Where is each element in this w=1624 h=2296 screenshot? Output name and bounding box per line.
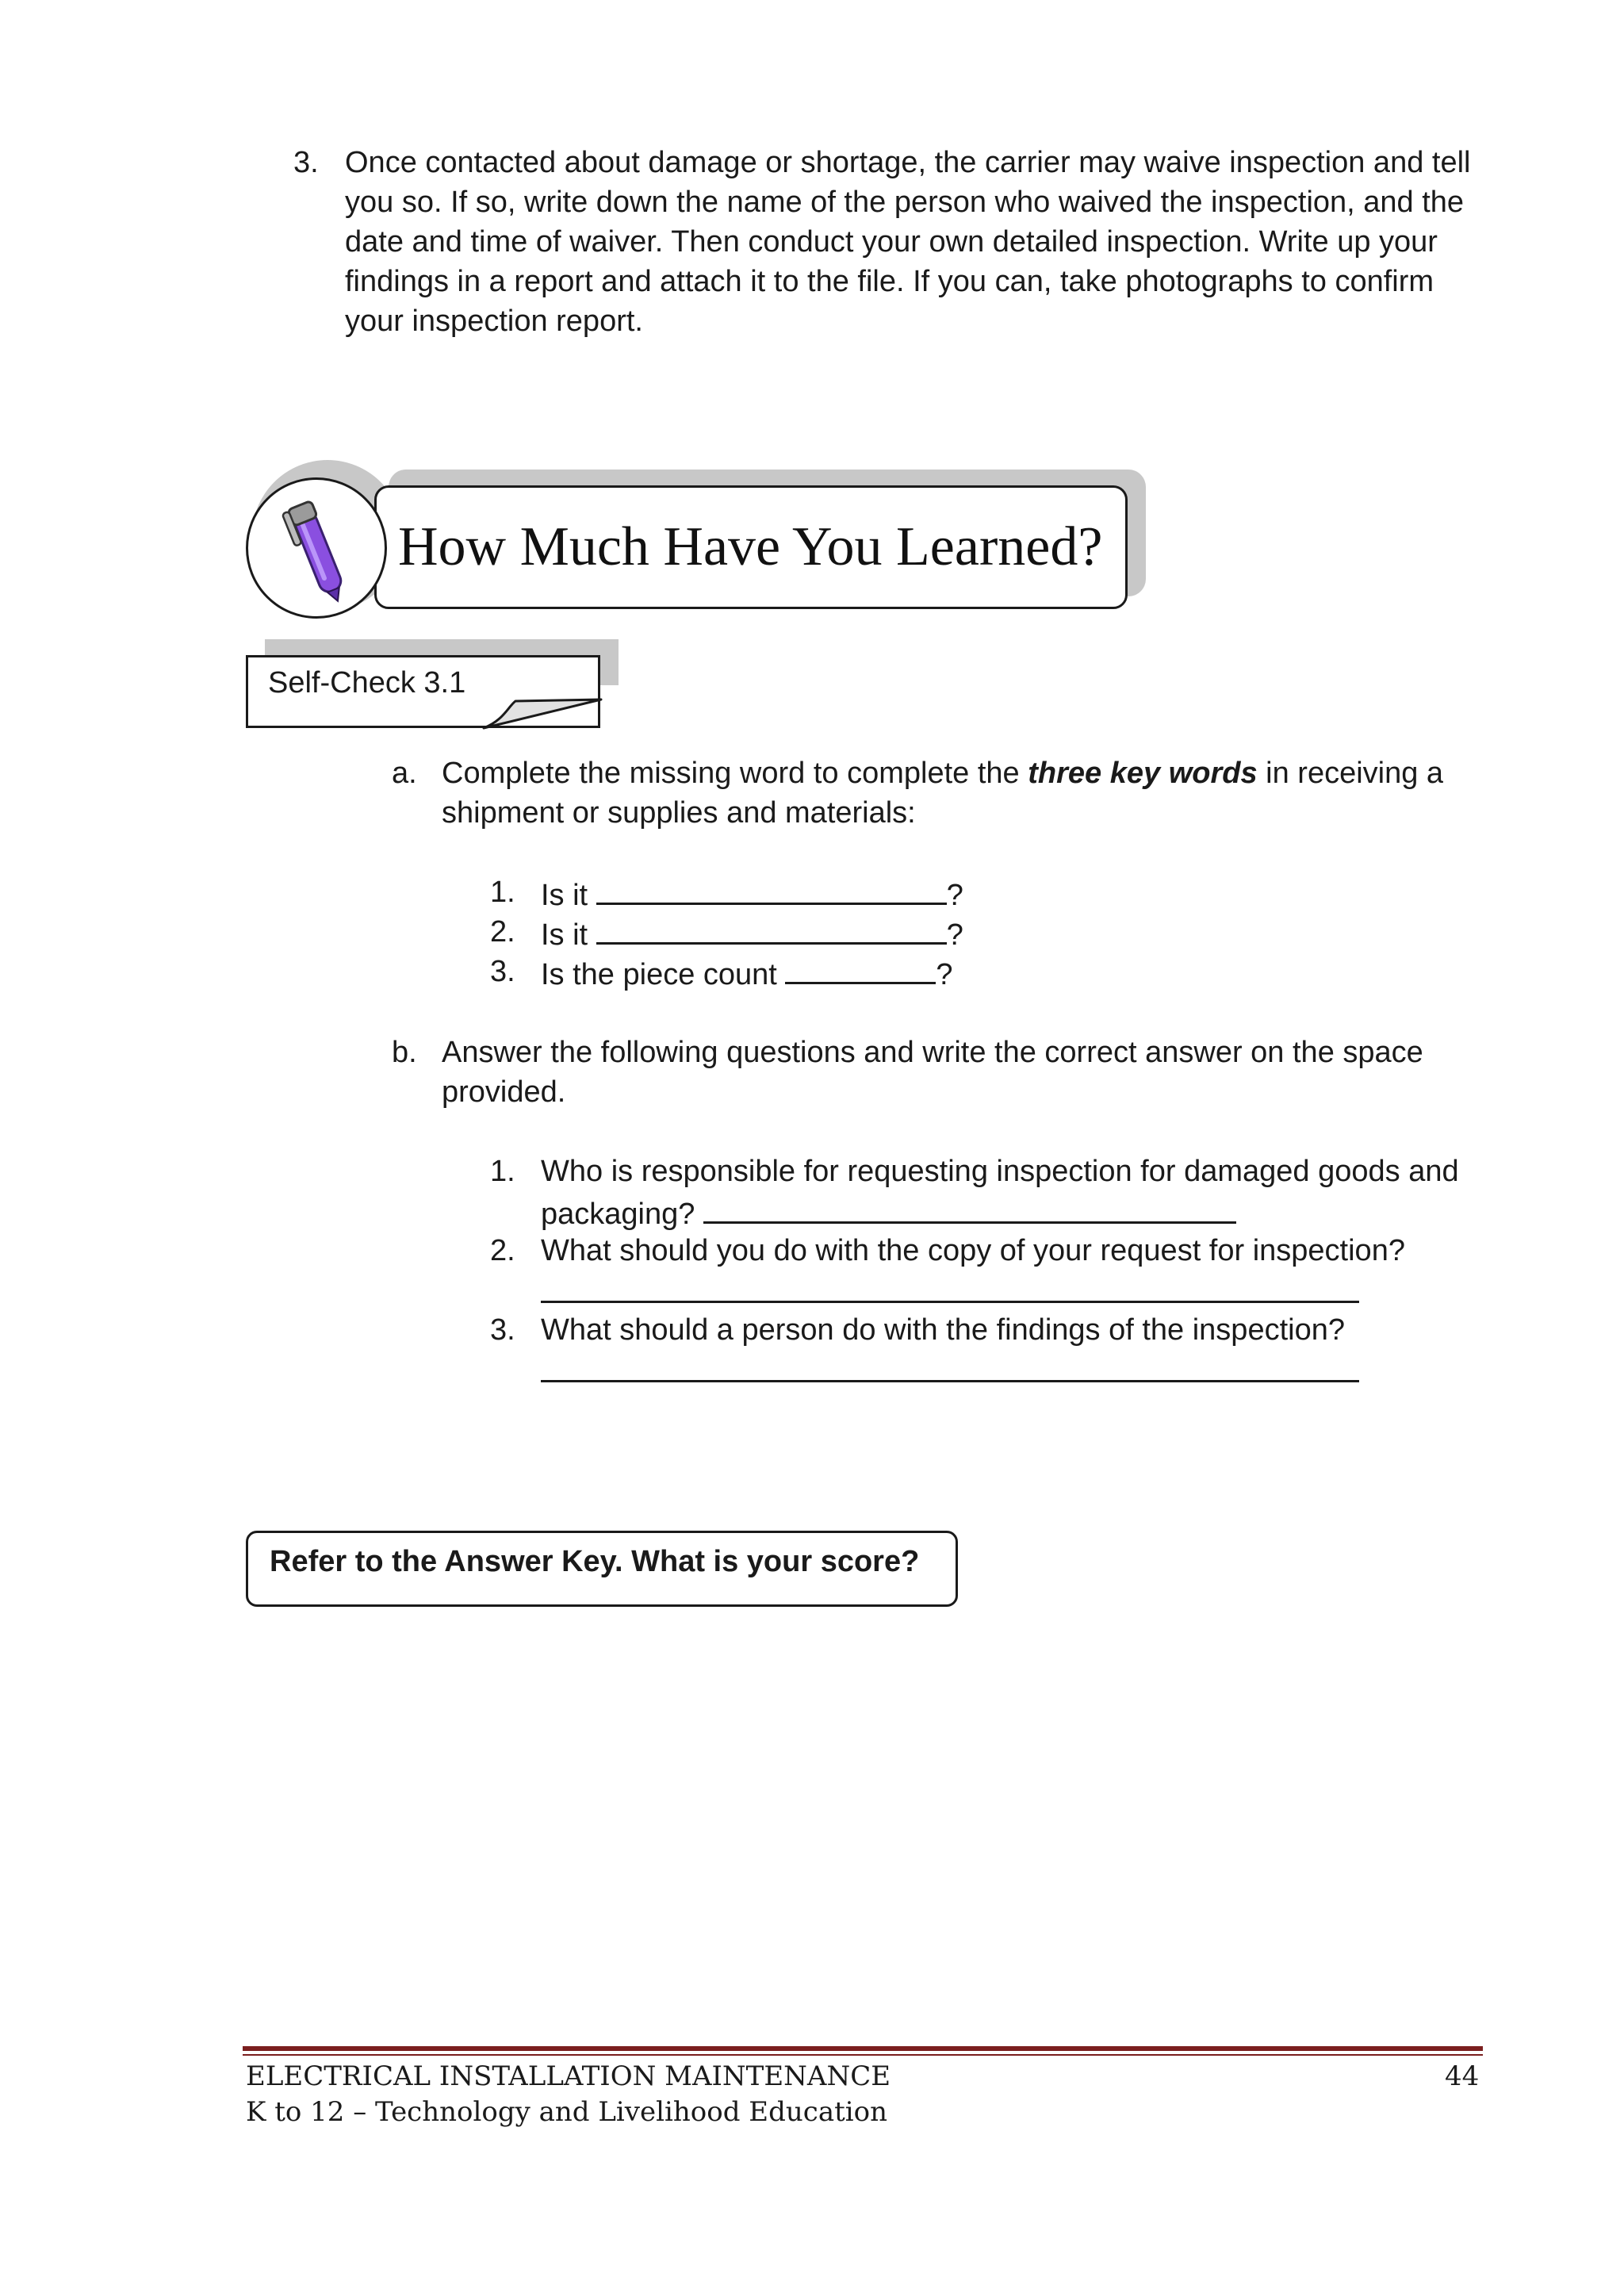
fill-in-item <box>541 912 963 955</box>
part-b-instruction: Answer the following questions and write the correct answer on the space <box>442 1036 1423 1069</box>
answer-blank[interactable] <box>541 1380 1359 1382</box>
question-text: packaging? <box>541 1198 703 1231</box>
footer-title: ELECTRICAL INSTALLATION MAINTENANCE <box>246 2060 891 2092</box>
answer-blank[interactable] <box>541 1301 1359 1303</box>
question-text: What should you do with the copy of your request for inspection? <box>541 1234 1405 1267</box>
answer-blank[interactable] <box>596 912 947 945</box>
item-number: 1. <box>490 876 515 909</box>
part-a-instruction <box>442 753 1443 793</box>
fill-in-item <box>541 952 953 995</box>
part-a-instruction-line2: shipment or supplies and materials: <box>442 796 916 830</box>
answer-key-text: Refer to the Answer Key. What is your score? <box>270 1545 920 1578</box>
item-text: Is it <box>541 879 596 912</box>
paragraph-line: your inspection report. <box>345 305 643 338</box>
answer-blank[interactable] <box>785 952 936 984</box>
paragraph-line: date and time of waiver. Then conduct your own detailed inspection. Write up your <box>345 225 1438 259</box>
fill-in-item <box>541 872 963 915</box>
item-number: 2. <box>490 915 515 949</box>
question-text: What should a person do with the findings of the inspection? <box>541 1313 1345 1347</box>
page-curl-icon <box>460 698 603 730</box>
question-mark: ? <box>946 879 963 912</box>
question-mark: ? <box>946 918 963 952</box>
paragraph-line: you so. If so, write down the name of the person who waived the inspection, and the <box>345 186 1465 219</box>
page-number: 44 <box>1445 2060 1480 2092</box>
question-text: Who is responsible for requesting inspection for damaged goods and <box>541 1155 1459 1188</box>
item-number: 3. <box>490 1313 515 1347</box>
part-a-letter: a. <box>392 757 417 790</box>
item-number: 3. <box>490 955 515 988</box>
item-text: Is the piece count <box>541 958 786 991</box>
item-number: 2. <box>490 1234 515 1267</box>
question-mark: ? <box>936 958 953 991</box>
answer-blank[interactable] <box>703 1191 1236 1224</box>
item-text: Is it <box>541 918 596 952</box>
instruction-text: Complete the missing word to complete the <box>442 757 1028 790</box>
emphasis-text: three key words <box>1028 757 1258 790</box>
part-b-letter: b. <box>392 1036 417 1069</box>
section-title: How Much Have You Learned? <box>398 516 1103 577</box>
pen-icon-circle <box>246 477 387 619</box>
paragraph-number: 3. <box>293 146 319 179</box>
self-check-label: Self-Check 3.1 <box>268 666 466 700</box>
paragraph-text <box>345 143 1624 341</box>
item-number: 1. <box>490 1155 515 1188</box>
pen-icon <box>248 480 385 616</box>
footer-subtitle: K to 12 – Technology and Livelihood Education <box>246 2096 887 2128</box>
footer-rule-thin <box>243 2054 1483 2056</box>
paragraph-line: findings in a report and attach it to the file. If you can, take photographs to confirm <box>345 265 1434 298</box>
part-b-instruction-line2: provided. <box>442 1075 566 1109</box>
paragraph-line: Once contacted about damage or shortage, the carrier may waive inspection and tell <box>345 146 1471 179</box>
answer-blank[interactable] <box>596 872 947 905</box>
question-text-line2 <box>541 1191 1236 1234</box>
footer-rule <box>243 2046 1483 2051</box>
instruction-text: in receiving a <box>1257 757 1444 790</box>
